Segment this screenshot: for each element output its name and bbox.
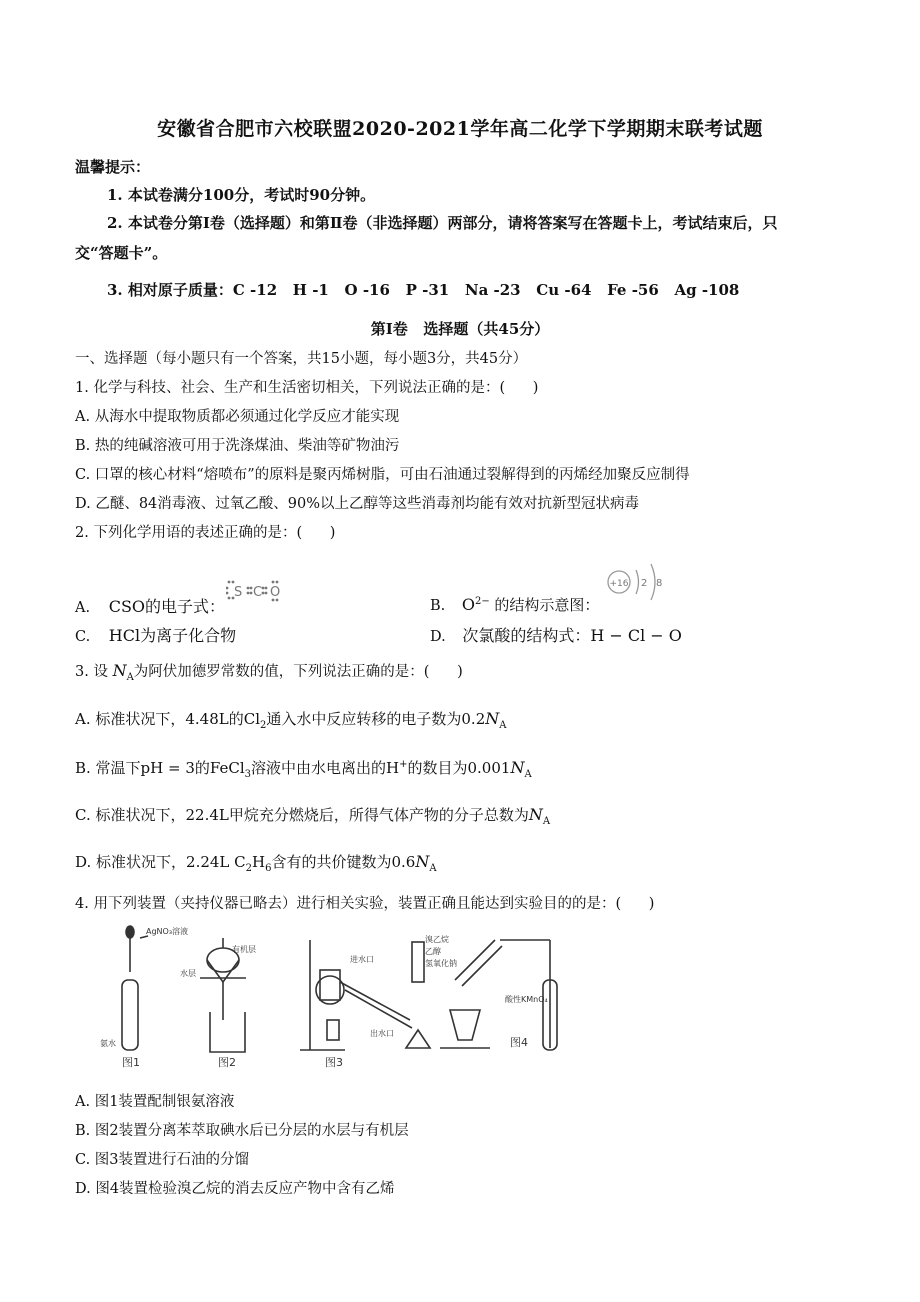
label-agno3: AgNO₃溶液	[146, 927, 189, 936]
note-2a: 2. 本试卷分第Ⅰ卷（选择题）和第Ⅱ卷（非选择题）两部分，请将答案写在答题卡上，考试结束后，只	[107, 214, 778, 232]
q3-d-part1: D. 标准状况下，2.24L C	[75, 853, 246, 871]
notes-heading: 温馨提示：	[75, 158, 151, 176]
q3-number: 3. 设	[75, 664, 108, 680]
shell-1-label: 2	[641, 578, 648, 589]
svg-text:S: S	[234, 585, 243, 600]
q2-d-label: D.	[430, 629, 446, 645]
q3-d-sub1: 2	[245, 863, 253, 874]
q1-option-c: C. 口罩的核心材料“熔喷布”的原料是聚丙烯树脂，可由石油通过裂解得到的丙烯经加聚反应制得	[75, 467, 690, 483]
q2-b-text: 的结构示意图：	[494, 596, 600, 614]
q3-d-part2: 含有的共价键数为0.6	[271, 853, 416, 871]
q3-d-sub2: 6	[265, 863, 272, 874]
na-symbol: N	[528, 805, 543, 824]
q3-option-b	[75, 757, 532, 780]
q1-stem: 1. 化学与科技、社会、生产和生活密切相关，下列说法正确的是：( )	[75, 380, 539, 396]
q3-option-c	[75, 804, 550, 827]
q2-c-label: C.	[75, 629, 91, 645]
label-water-inlet: 进水口	[350, 955, 374, 964]
label-organic-layer: 有机层	[232, 945, 256, 954]
q2-a-label: A.	[75, 600, 91, 616]
na-subscript: A	[126, 671, 134, 683]
q1-option-b: B. 热的纯碱溶液可用于洗涤煤油、柴油等矿物油污	[75, 438, 400, 454]
q2-option-b	[430, 594, 599, 615]
na-symbol: N	[485, 709, 500, 728]
q3-b-part1: B. 常温下pH = 3的FeCl	[75, 759, 245, 777]
section-title: 第Ⅰ卷 选择题（共45分）	[370, 320, 550, 338]
q3-b-sub: 3	[244, 769, 252, 780]
note-1: 1. 本试卷满分100分，考试时90分钟。	[107, 186, 376, 204]
q4-option-a: A. 图1装置配制银氨溶液	[75, 1094, 235, 1110]
shell-2-label: 8	[656, 578, 663, 589]
cso-electron-formula-image	[226, 578, 286, 604]
fig3-label: 图3	[325, 1056, 343, 1069]
q1-option-d: D. 乙醚、84消毒液、过氧乙酸、90%以上乙醇等这些消毒剂均能有效对抗新型冠状病毒	[75, 496, 640, 512]
q3-b-part2: 溶液中由水电离出的H	[251, 759, 400, 777]
q3-a-sub: 2	[260, 720, 267, 731]
fig4-label: 图4	[510, 1036, 528, 1049]
label-ammonia: 氨水	[100, 1039, 116, 1048]
q3-c-part1: C. 标准状况下，22.4L甲烷充分燃烧后，所得气体产物的分子总数为	[75, 806, 529, 824]
q2-c-text: HCl为离子化合物	[108, 626, 237, 645]
q3-stem-text: 为阿伏加德罗常数的值，下列说法正确的是：( )	[133, 664, 463, 680]
na-subscript: A	[499, 720, 507, 731]
na-symbol: N	[510, 758, 525, 777]
q3-option-d	[75, 851, 437, 874]
fig1-label: 图1	[122, 1056, 140, 1069]
svg-text:O: O	[270, 585, 281, 600]
q4-option-b: B. 图2装置分离苯萃取碘水后已分层的水层与有机层	[75, 1123, 409, 1139]
label-kmno4: 酸性KMnO₄	[505, 995, 548, 1004]
q2-option-d	[430, 623, 682, 646]
q4-option-d: D. 图4装置检验溴乙烷的消去反应产物中含有乙烯	[75, 1181, 395, 1197]
na-subscript: A	[524, 769, 532, 780]
q4-apparatus-figure	[100, 920, 580, 1072]
oxygen-ion-structure-diagram	[604, 560, 666, 610]
na-subscript: A	[542, 816, 551, 827]
label-naoh: 氢氧化钠	[425, 959, 457, 968]
note-3: 3. 相对原子质量：C -12 H -1 O -16 P -31 Na -23 Cu -64 Fe -56 Ag -108	[107, 281, 740, 299]
label-bromoethane: 溴乙烷	[425, 935, 449, 944]
q3-b-sup: +	[399, 759, 408, 770]
na-subscript: A	[429, 863, 437, 874]
q2-b-ion: O	[461, 595, 475, 614]
q3-d-mid: H	[252, 853, 266, 871]
q3-a-part1: A. 标准状况下，4.48L的Cl	[75, 710, 261, 728]
label-ethanol: 乙醇	[425, 947, 441, 956]
na-symbol: N	[112, 661, 127, 680]
na-symbol: N	[415, 852, 430, 871]
label-water-outlet: 出水口	[370, 1029, 394, 1038]
q2-b-charge: 2−	[475, 596, 490, 608]
q4-stem: 4. 用下列装置（夹持仪器已略去）进行相关实验，装置正确且能达到实验目的的是：( )	[75, 896, 655, 912]
q4-option-c: C. 图3装置进行石油的分馏	[75, 1152, 250, 1168]
fig2-label: 图2	[218, 1056, 236, 1069]
q2-d-text: 次氯酸的结构式：H − Cl − O	[462, 626, 682, 645]
q2-stem: 2. 下列化学用语的表述正确的是：( )	[75, 525, 336, 541]
q2-a-text: CSO的电子式：	[108, 597, 226, 616]
q2-b-label: B.	[430, 598, 446, 614]
section-intro: 一、选择题（每小题只有一个答案，共15小题，每小题3分，共45分）	[75, 351, 528, 367]
q2-option-c	[75, 623, 236, 646]
q3-b-part3: 的数目为0.001	[407, 759, 511, 777]
note-2b: 交“答题卡”。	[75, 244, 168, 262]
svg-text:C: C	[253, 585, 263, 600]
q2-option-a	[75, 594, 225, 617]
q3-stem	[75, 660, 463, 683]
label-water-layer: 水层	[180, 969, 196, 978]
q3-a-part2: 通入水中反应转移的电子数为0.2	[266, 710, 486, 728]
nucleus-label: +16	[609, 579, 629, 589]
page-title: 安徽省合肥市六校联盟2020-2021学年高二化学下学期期末联考试题	[157, 118, 763, 140]
q3-option-a	[75, 708, 506, 731]
q1-option-a: A. 从海水中提取物质都必须通过化学反应才能实现	[75, 409, 400, 425]
